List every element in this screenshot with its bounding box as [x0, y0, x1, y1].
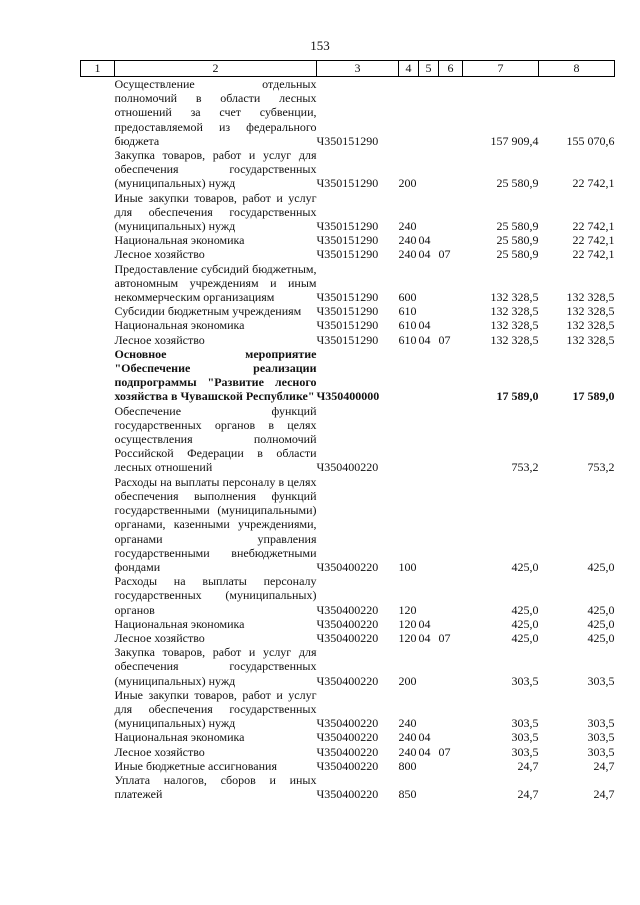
row-expense-group: [399, 347, 419, 404]
row-blank-cell: [81, 475, 115, 574]
row-expense-group: 200: [398, 176, 417, 191]
row-section: [419, 191, 439, 234]
row-subsection: [439, 773, 463, 801]
row-amount-col7: 132 328,5: [490, 304, 539, 319]
row-expense-group: 240: [398, 716, 417, 731]
row-blank-cell: [81, 688, 115, 731]
row-blank-cell: [81, 773, 115, 801]
row-section: [419, 759, 439, 773]
row-target-code: Ч350151290: [316, 233, 379, 248]
row-target-code: Ч350151290: [316, 290, 379, 305]
row-blank-cell: [81, 77, 115, 149]
row-amount-col7: 303,5: [511, 730, 539, 745]
row-expense-group: 200: [398, 673, 417, 688]
table-row: [81, 759, 615, 773]
row-blank-cell: [81, 574, 115, 617]
row-subsection: 07: [438, 247, 451, 262]
header-col-6: 6: [439, 61, 463, 77]
row-target-code: Ч350400220: [316, 602, 379, 617]
row-amount-col7: 132 328,5: [490, 290, 539, 305]
row-target-code: Ч350151290: [316, 133, 379, 148]
row-subsection: [439, 318, 463, 332]
header-col-4: 4: [399, 61, 419, 77]
header-col-7: 7: [463, 61, 539, 77]
row-amount-col7: 303,5: [511, 744, 539, 759]
row-subsection: [439, 730, 463, 744]
row-expense-group: [399, 404, 419, 475]
header-col-8: 8: [539, 61, 615, 77]
row-name: Лесное хозяйство: [114, 630, 205, 645]
row-subsection: [439, 262, 463, 305]
row-target-code: Ч350400220: [316, 716, 379, 731]
row-amount-col7: 25 580,9: [496, 219, 539, 234]
row-amount-col8: 425,0: [587, 602, 615, 617]
row-amount-col7: 17 589,0: [496, 389, 539, 404]
row-target-code: Ч350151290: [316, 219, 379, 234]
row-amount-col7: 425,0: [511, 616, 539, 631]
row-expense-group: 240: [398, 219, 417, 234]
table-row: [81, 304, 615, 318]
row-amount-col8: 22 742,1: [572, 176, 615, 191]
row-name: Лесное хозяйство: [114, 247, 205, 262]
row-name: Расходы на выплаты персоналу в целях обеспечения выполнения функций государственными (муниципальными) органами, казенными учреждениями, органами управления государственными внебюджетными фондами: [114, 474, 317, 574]
row-target-code: Ч350400000: [316, 389, 380, 404]
row-amount-col8: 17 589,0: [572, 389, 615, 404]
header-col-3: 3: [317, 61, 399, 77]
row-section: [419, 77, 439, 149]
row-section: 04: [418, 630, 431, 645]
row-subsection: [439, 148, 463, 191]
row-blank-cell: [81, 262, 115, 305]
row-subsection: [439, 645, 463, 688]
table-row: [81, 645, 615, 688]
row-section: [419, 645, 439, 688]
row-subsection: [439, 191, 463, 234]
table-row: [81, 191, 615, 234]
row-section: [419, 688, 439, 731]
row-amount-col8: 132 328,5: [566, 304, 615, 319]
table-row: [81, 631, 615, 645]
row-expense-group: 120: [398, 630, 417, 645]
row-section: [419, 574, 439, 617]
row-target-code: Ч350151290: [316, 176, 379, 191]
row-amount-col7: 303,5: [511, 716, 539, 731]
table-row: [81, 773, 615, 801]
row-expense-group: 610: [398, 304, 417, 319]
row-amount-col8: 22 742,1: [572, 219, 615, 234]
row-amount-col8: 303,5: [587, 673, 615, 688]
row-blank-cell: [81, 233, 115, 247]
row-section: [419, 347, 439, 404]
row-amount-col8: 22 742,1: [572, 233, 615, 248]
row-blank-cell: [81, 318, 115, 332]
table-row: [81, 247, 615, 261]
table-row: [81, 617, 615, 631]
row-subsection: [439, 347, 463, 404]
row-amount-col7: 25 580,9: [496, 233, 539, 248]
header-col-1: 1: [81, 61, 115, 77]
row-subsection: [439, 304, 463, 318]
row-target-code: Ч350151290: [316, 304, 379, 319]
row-blank-cell: [81, 148, 115, 191]
row-amount-col8: 155 070,6: [566, 133, 615, 148]
row-amount-col8: 24,7: [593, 787, 615, 802]
row-subsection: [439, 759, 463, 773]
row-target-code: Ч350151290: [316, 318, 379, 333]
row-blank-cell: [81, 333, 115, 347]
table-body: [81, 77, 615, 802]
row-name: Закупка товаров, работ и услуг для обеспечения государственных (муниципальных) нужд: [114, 148, 317, 191]
row-expense-group: 610: [398, 332, 417, 347]
row-amount-col7: 157 909,4: [490, 133, 539, 148]
row-name: Иные закупки товаров, работ и услуг для обеспечения государственных (муниципальных) нужд: [114, 190, 317, 234]
row-amount-col7: 425,0: [511, 559, 539, 574]
table-row: [81, 347, 615, 404]
row-section: [419, 475, 439, 574]
row-name: Осуществление отдельных полномочий в области лесных отношений за счет субвенции, предоставляемой из федерального бюджета: [114, 77, 317, 148]
row-subsection: [439, 233, 463, 247]
table-row: [81, 148, 615, 191]
row-blank-cell: [81, 730, 115, 744]
row-expense-group: 240: [398, 730, 417, 745]
table-row: [81, 688, 615, 731]
row-target-code: Ч350400220: [316, 673, 379, 688]
row-expense-group: 100: [398, 559, 417, 574]
table-row: [81, 262, 615, 305]
row-section: 04: [418, 616, 431, 631]
table-row: [81, 574, 615, 617]
table-row: [81, 730, 615, 744]
row-target-code: Ч350400220: [316, 744, 379, 759]
row-name: Основное мероприятие "Обеспечение реализации подпрограммы "Развитие лесного хозяйства в Чувашской Республике": [114, 346, 317, 404]
row-blank-cell: [81, 645, 115, 688]
row-expense-group: 800: [398, 758, 417, 773]
row-amount-col8: 425,0: [587, 616, 615, 631]
row-expense-group: 120: [398, 602, 417, 617]
row-target-code: Ч350400220: [316, 730, 379, 745]
row-amount-col7: 25 580,9: [496, 176, 539, 191]
row-section: 04: [418, 744, 431, 759]
row-target-code: Ч350400220: [316, 758, 379, 773]
row-name: Лесное хозяйство: [114, 332, 205, 347]
row-section: [419, 773, 439, 801]
row-expense-group: 600: [398, 290, 417, 305]
row-amount-col7: 425,0: [511, 630, 539, 645]
row-name: Субсидии бюджетным учреждениям: [114, 304, 302, 319]
row-subsection: 07: [438, 744, 451, 759]
row-name: Национальная экономика: [114, 616, 245, 631]
table-row: [81, 475, 615, 574]
row-amount-col7: 303,5: [511, 673, 539, 688]
row-section: [419, 262, 439, 305]
row-amount-col7: 25 580,9: [496, 247, 539, 262]
row-amount-col7: 24,7: [517, 787, 539, 802]
row-blank-cell: [81, 191, 115, 234]
row-name: Национальная экономика: [114, 233, 245, 248]
table-row: [81, 77, 615, 149]
row-amount-col8: 132 328,5: [566, 290, 615, 305]
row-blank-cell: [81, 304, 115, 318]
row-section: 04: [418, 318, 431, 333]
row-amount-col8: 425,0: [587, 559, 615, 574]
row-amount-col8: 24,7: [593, 758, 615, 773]
table-row: [81, 404, 615, 475]
table-row: [81, 318, 615, 332]
row-section: 04: [418, 233, 431, 248]
row-target-code: Ч350151290: [316, 247, 379, 262]
row-amount-col7: 24,7: [517, 758, 539, 773]
budget-table: [80, 60, 615, 801]
row-subsection: 07: [438, 630, 451, 645]
row-section: 04: [418, 247, 431, 262]
header-row: [81, 61, 615, 77]
row-amount-col8: 303,5: [587, 730, 615, 745]
row-blank-cell: [81, 759, 115, 773]
row-target-code: Ч350400220: [316, 460, 379, 475]
row-section: [419, 304, 439, 318]
table-header: [81, 61, 615, 77]
row-name: Уплата налогов, сборов и иных платежей: [114, 772, 317, 802]
row-expense-group: [399, 77, 419, 149]
row-expense-group: 850: [398, 787, 417, 802]
row-name: Национальная экономика: [114, 318, 245, 333]
row-amount-col8: 753,2: [587, 460, 615, 475]
row-target-code: Ч350400220: [316, 616, 379, 631]
row-section: [419, 148, 439, 191]
table-row: [81, 233, 615, 247]
row-target-code: Ч350400220: [316, 787, 379, 802]
row-blank-cell: [81, 404, 115, 475]
row-blank-cell: [81, 247, 115, 261]
row-expense-group: 240: [398, 247, 417, 262]
row-amount-col8: 132 328,5: [566, 332, 615, 347]
row-section: 04: [418, 332, 431, 347]
row-target-code: Ч350151290: [316, 332, 379, 347]
row-subsection: [439, 475, 463, 574]
row-target-code: Ч350400220: [316, 559, 379, 574]
row-amount-col7: 132 328,5: [490, 318, 539, 333]
row-amount-col8: 303,5: [587, 716, 615, 731]
row-expense-group: 240: [398, 744, 417, 759]
row-amount-col8: 22 742,1: [572, 247, 615, 262]
table-row: [81, 333, 615, 347]
row-name: Расходы на выплаты персоналу государственных (муниципальных) органов: [114, 574, 317, 617]
row-name: Лесное хозяйство: [114, 744, 205, 759]
row-amount-col8: 132 328,5: [566, 318, 615, 333]
row-name: Иные бюджетные ассигнования: [114, 758, 277, 773]
row-amount-col7: 132 328,5: [490, 332, 539, 347]
row-amount-col7: 425,0: [511, 602, 539, 617]
row-subsection: 07: [438, 332, 451, 347]
row-name: Закупка товаров, работ и услуг для обеспечения государственных (муниципальных) нужд: [114, 645, 317, 688]
row-subsection: [439, 404, 463, 475]
row-name: Иные закупки товаров, работ и услуг для обеспечения государственных (муниципальных) нужд: [114, 687, 317, 731]
page-number: 153: [310, 38, 330, 53]
row-amount-col8: 303,5: [587, 744, 615, 759]
table-row: [81, 745, 615, 759]
row-blank-cell: [81, 745, 115, 759]
row-subsection: [439, 617, 463, 631]
row-section: 04: [418, 730, 431, 745]
row-expense-group: 120: [398, 616, 417, 631]
row-subsection: [439, 688, 463, 731]
row-amount-col7: 753,2: [511, 460, 539, 475]
row-name: Предоставление субсидий бюджетным, автономным учреждениям и иным некоммерческим организациям: [114, 261, 317, 305]
row-expense-group: 610: [398, 318, 417, 333]
header-col-2: 2: [115, 61, 317, 77]
row-blank-cell: [81, 617, 115, 631]
header-col-5: 5: [419, 61, 439, 77]
row-blank-cell: [81, 347, 115, 404]
row-amount-col8: 425,0: [587, 630, 615, 645]
row-subsection: [439, 574, 463, 617]
row-subsection: [439, 77, 463, 149]
row-name: Национальная экономика: [114, 730, 245, 745]
row-blank-cell: [81, 631, 115, 645]
row-name: Обеспечение функций государственных органов в целях осуществления полномочий Российской Федерации в области лесных отношений: [114, 403, 317, 475]
row-target-code: Ч350400220: [316, 630, 379, 645]
row-section: [419, 404, 439, 475]
row-expense-group: 240: [398, 233, 417, 248]
